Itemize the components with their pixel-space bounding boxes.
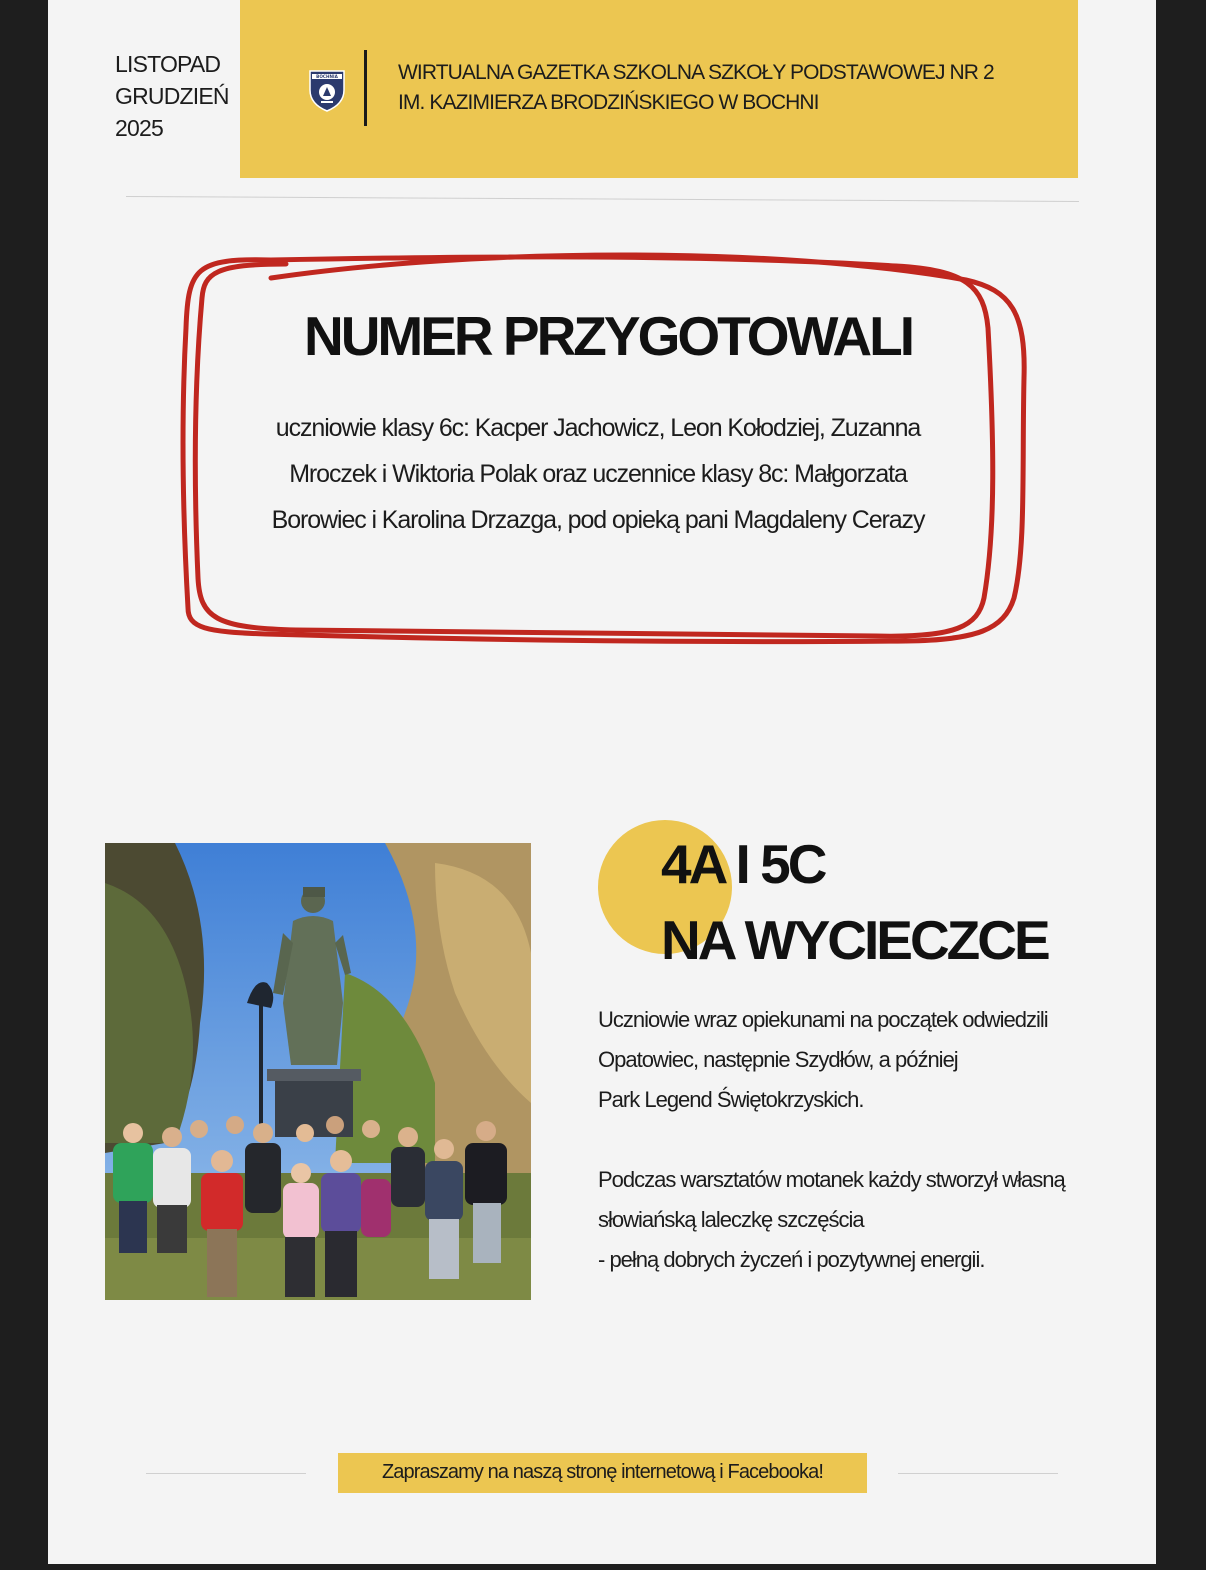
footer-rule-left	[146, 1473, 306, 1474]
footer-banner: Zapraszamy na naszą stronę internetową i Facebooka!	[338, 1453, 867, 1493]
trip-text-line: słowiańską laleczkę szczęścia	[598, 1207, 864, 1232]
school-crest-icon	[308, 68, 346, 112]
trip-heading-line-2: NA WYCIECZCE	[661, 909, 1048, 971]
trip-heading-line-1: 4A I 5C	[661, 833, 825, 895]
issue-year: 2025	[115, 115, 163, 141]
issue-month-2: GRUDZIEŃ	[115, 83, 229, 109]
trip-text-line: - pełną dobrych życzeń i pozytywnej energii.	[598, 1247, 985, 1272]
crest-text: BOCHNIA	[316, 74, 338, 80]
issue-date	[115, 48, 229, 144]
credits-heading: NUMER PRZYGOTOWALI	[303, 305, 913, 367]
trip-article	[598, 1000, 1118, 1280]
credits-text: uczniowie klasy 6c: Kacper Jachowicz, Leon Kołodziej, Zuzanna Mroczek i Wiktoria Polak oraz uczennice klasy 8c: Małgorzata Borowiec i Karolina Drzazga, pod opieką pani Magdaleny Cerazy	[271, 414, 925, 534]
newsletter-title-line-1: WIRTUALNA GAZETKA SZKOLNA SZKOŁY PODSTAWOWEJ NR 2	[398, 61, 994, 84]
trip-text-line: Podczas warsztatów motanek każdy stworzył własną	[598, 1167, 1065, 1192]
trip-heading	[661, 826, 1048, 978]
footer-rule-right	[898, 1473, 1058, 1474]
trip-text-line: Uczniowie wraz opiekunami na początek odwiedzili	[598, 1007, 1048, 1032]
newsletter-title-line-2: IM. KAZIMIERZA BRODZIŃSKIEGO W BOCHNI	[398, 91, 819, 114]
header-rule	[126, 196, 1079, 202]
newsletter-page	[48, 0, 1156, 1564]
trip-text-line: Opatowiec, następnie Szydłów, a później	[598, 1047, 958, 1072]
header-band	[240, 0, 1078, 178]
group-photo-illustration	[105, 843, 531, 1300]
newsletter-title	[398, 58, 994, 118]
issue-month-1: LISTOPAD	[115, 51, 221, 77]
trip-text-line: Park Legend Świętokrzyskich.	[598, 1087, 864, 1112]
header-divider	[364, 50, 367, 126]
trip-photo	[105, 843, 531, 1300]
